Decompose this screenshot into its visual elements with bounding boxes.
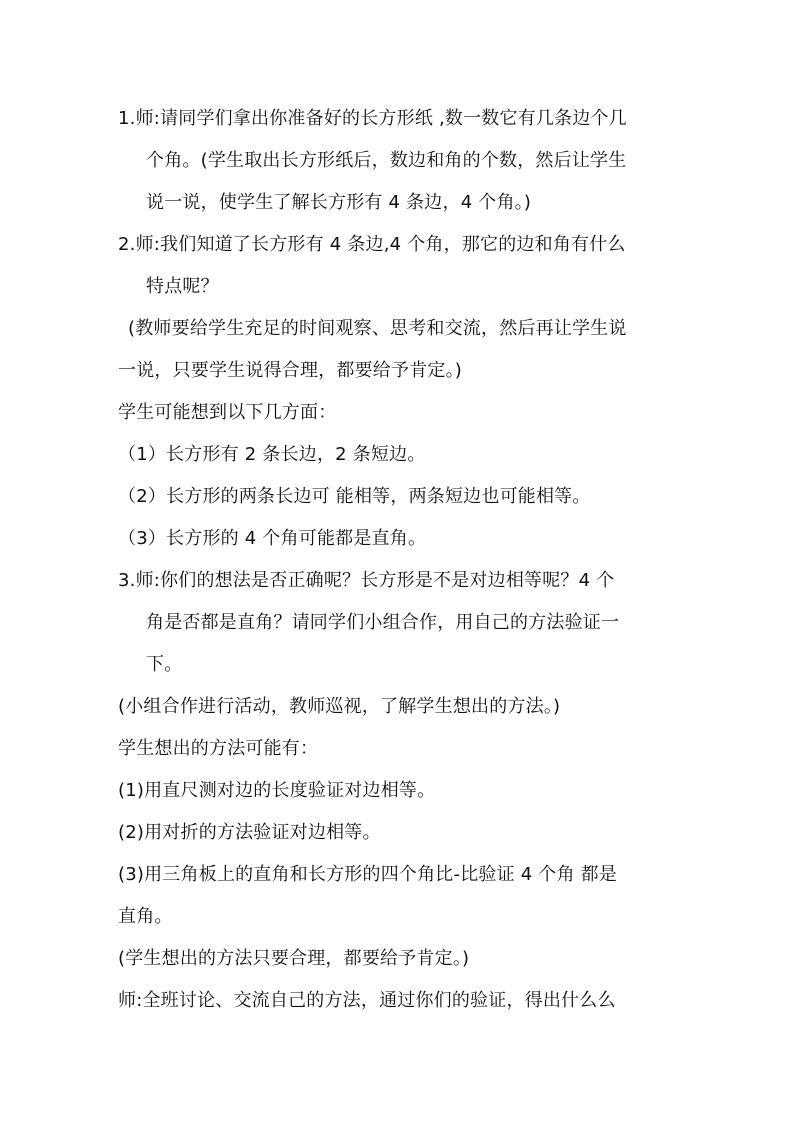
text-line: (教师要给学生充足的时间观察、思考和交流，然后再让学生说: [128, 318, 627, 339]
text-line: (2)用对折的方法验证对边相等。: [118, 822, 381, 843]
text-line: (小组合作进行活动，教师巡视，了解学生想出的方法。): [118, 696, 561, 717]
text-line: 直角。: [118, 906, 173, 927]
text-line: 说一说，使学生了解长方形有 4 条边，4 个角。): [146, 192, 532, 213]
text-line: 一说，只要学生说得合理，都要给予肯定。): [118, 360, 463, 381]
text-line: 3.师:你们的想法是否正确呢？长方形是不是对边相等呢？4 个: [118, 570, 615, 591]
text-line: 师:全班讨论、交流自己的方法，通过你们的验证，得出什么么: [118, 990, 616, 1011]
text-line: (1)用直尺测对边的长度验证对边相等。: [118, 780, 436, 801]
text-line: 2.师:我们知道了长方形有 4 条边,4 个角，那它的边和角有什么: [118, 234, 626, 255]
text-line: （2）长方形的两条长边可 能相等，两条短边也可能相等。: [118, 486, 591, 507]
text-line: 下。: [146, 654, 183, 675]
text-line: （3）长方形的 4 个角可能都是直角。: [118, 528, 427, 549]
text-line: 角是否都是直角？请同学们小组合作，用自己的方法验证一: [146, 612, 620, 633]
text-line: 特点呢？: [146, 276, 219, 297]
text-line: 学生想出的方法可能有：: [118, 738, 319, 759]
text-line: (学生想出的方法只要合理，都要给予肯定。): [118, 948, 470, 969]
text-line: （1）长方形有 2 条长边，2 条短边。: [118, 444, 426, 465]
text-line: 个角。(学生取出长方形纸后，数边和角的个数，然后让学生: [146, 150, 627, 171]
text-line: (3)用三角板上的直角和长方形的四个角比-比验证 4 个角 都是: [118, 864, 618, 885]
text-line: 1.师:请同学们拿出你准备好的长方形纸 ,数一数它有几条边个几: [118, 108, 627, 129]
text-line: 学生可能想到以下几方面：: [118, 402, 337, 423]
